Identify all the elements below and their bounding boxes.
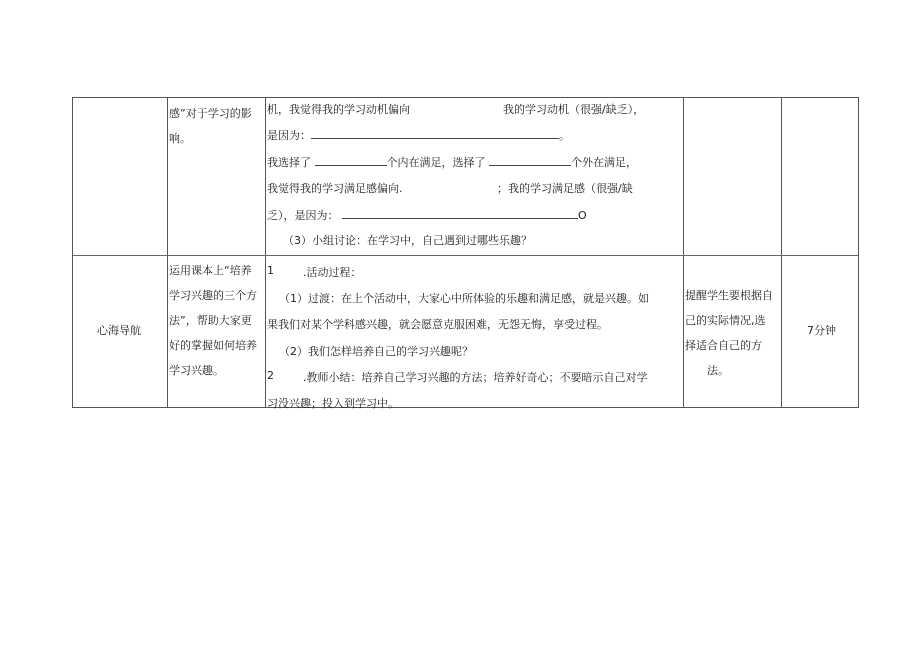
guidance-line: 法。 bbox=[707, 364, 729, 377]
guidance-line: 提醒学生要根据自 bbox=[685, 289, 773, 302]
answer-blank[interactable] bbox=[489, 153, 571, 166]
description-line: 学习兴趣。 bbox=[169, 364, 224, 377]
activity-line: 是因为： 。 bbox=[267, 126, 570, 143]
lesson-plan-table bbox=[72, 97, 859, 408]
column-divider bbox=[265, 98, 266, 407]
description-line: 法”，帮助大家更 bbox=[169, 314, 252, 327]
activity-line: 习没兴趣；投入到学习中。 bbox=[267, 397, 399, 410]
activity-line: 机，我觉得我的学习动机偏向 bbox=[267, 103, 410, 116]
activity-line: 我选择了 个内在满足，选择了 个外在满足， bbox=[267, 153, 637, 170]
row2-description-cell bbox=[169, 258, 263, 383]
description-line: 响。 bbox=[169, 132, 191, 145]
activity-line: 乏），是因为： O bbox=[267, 206, 587, 223]
activity-line: （2）我们怎样培养自己的学习兴趣呢？ bbox=[279, 345, 473, 358]
activity-line: 果我们对某个学科感兴趣，就会愿意克服困难，无怨无悔，享受过程。 bbox=[267, 318, 608, 331]
activity-line: （1）过渡：在上个活动中，大家心中所体验的乐趣和满足感，就是兴趣。如 bbox=[279, 292, 649, 305]
column-divider bbox=[683, 98, 684, 407]
section-title: 心海导航 bbox=[97, 324, 141, 337]
description-line: 感”对于学习的影 bbox=[169, 107, 252, 120]
activity-line: 我的学习动机（很强/缺乏）， bbox=[503, 103, 645, 116]
row-divider bbox=[73, 255, 858, 256]
description-line: 好的掌握如何培养 bbox=[169, 339, 257, 352]
guidance-line: 己的实际情况,选 bbox=[685, 314, 766, 327]
activity-line: 我觉得我的学习满足感偏向. bbox=[267, 182, 403, 195]
row2-guidance-cell bbox=[685, 283, 779, 383]
description-line: 学习兴趣的三个方 bbox=[169, 289, 257, 302]
answer-blank[interactable] bbox=[342, 206, 578, 219]
answer-blank[interactable] bbox=[311, 126, 559, 139]
duration-label: 7分钟 bbox=[807, 324, 836, 337]
activity-line: .活动过程： bbox=[303, 266, 362, 279]
description-line: 运用课本上“培养 bbox=[169, 264, 252, 277]
item-number: 2 bbox=[267, 369, 274, 382]
guidance-line: 择适合自己的方 bbox=[685, 339, 762, 352]
activity-line: .教师小结：培养自己学习兴趣的方法；培养好奇心；不要暗示自己对学 bbox=[303, 371, 648, 384]
answer-blank[interactable] bbox=[315, 153, 387, 166]
item-number: 1 bbox=[267, 264, 274, 277]
row1-description-cell bbox=[169, 101, 263, 151]
activity-line: ；我的学习满足感（很强/缺 bbox=[497, 182, 633, 195]
column-divider bbox=[781, 98, 782, 407]
column-divider bbox=[167, 98, 168, 407]
activity-line: （3）小组讨论：在学习中，自己遇到过哪些乐趣？ bbox=[283, 234, 532, 247]
